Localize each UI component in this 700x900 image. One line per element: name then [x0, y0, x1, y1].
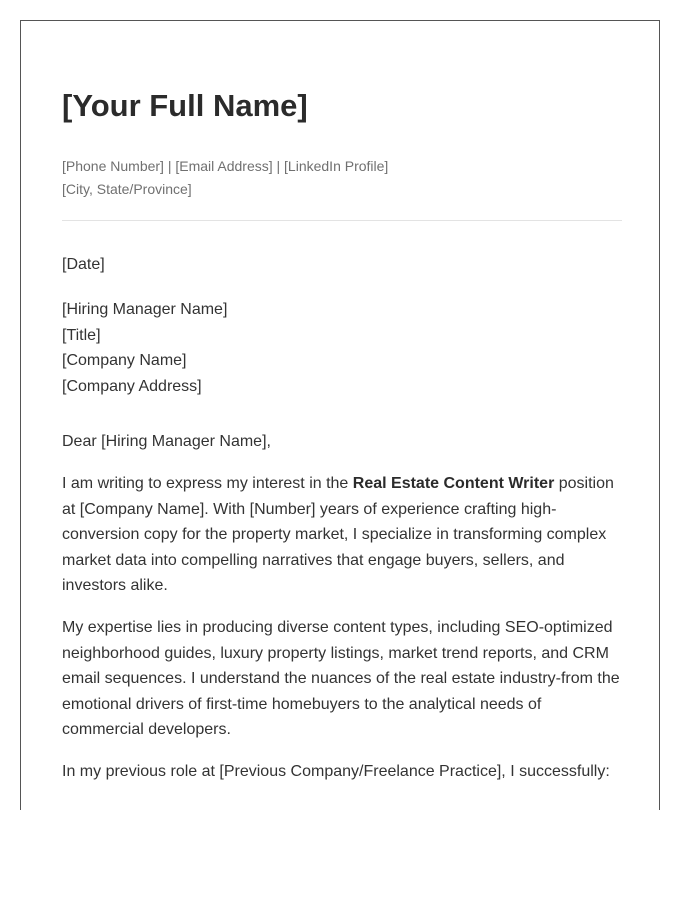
paragraph-expertise-line-1: My expertise lies in producing diverse content types, including SEO-optimized — [62, 619, 613, 636]
job-title-highlight: Real Estate Content Writer — [352, 475, 555, 492]
paragraph-intro — [62, 471, 624, 599]
contact-line-2: [City, State/Province] — [62, 181, 192, 197]
recipient-block — [62, 297, 227, 399]
paragraph-expertise-line-4: emotional drivers of first-time homebuyers to the analytical needs of — [62, 695, 542, 713]
paragraph-achievements — [62, 759, 624, 785]
paragraph-expertise — [62, 615, 624, 743]
paragraph-intro-line-3: conversion copy for the property market, I specialize in transforming complex — [62, 526, 607, 544]
header-divider — [62, 220, 622, 221]
paragraph-intro-line-5: investors alike. — [62, 577, 168, 595]
intro-text-start: I am writing to express my interest in the — [62, 475, 353, 492]
paragraph-intro-line-1 — [62, 471, 624, 497]
contact-line-1: [Phone Number] | [Email Address] | [LinkedIn Profile] — [62, 158, 389, 174]
intro-text-end: position — [554, 475, 614, 492]
paragraph-intro-line-4: market data into compelling narratives that engage buyers, sellers, and — [62, 551, 565, 569]
salutation: Dear [Hiring Manager Name], — [62, 433, 271, 450]
paragraph-expertise-line-3: email sequences. I understand the nuances of the real estate industry-from the — [62, 670, 620, 688]
paragraph-expertise-line-5: commercial developers. — [62, 721, 231, 739]
recipient-address: [Company Address] — [62, 377, 202, 395]
paragraph-intro-line-2: at [Company Name]. With [Number] years of experience crafting high- — [62, 500, 557, 518]
letter-page — [20, 20, 660, 810]
applicant-name: [Your Full Name] — [62, 88, 308, 123]
letter-date: [Date] — [62, 256, 105, 273]
paragraph-expertise-line-2: neighborhood guides, luxury property listings, market trend reports, and CRM — [62, 644, 609, 662]
recipient-company: [Company Name] — [62, 352, 187, 370]
recipient-name: [Hiring Manager Name] — [62, 301, 228, 318]
contact-info — [62, 155, 388, 201]
recipient-title: [Title] — [62, 326, 101, 344]
paragraph-achievements-line-1: In my previous role at [Previous Company/Freelance Practice], I successfully: — [62, 763, 610, 780]
